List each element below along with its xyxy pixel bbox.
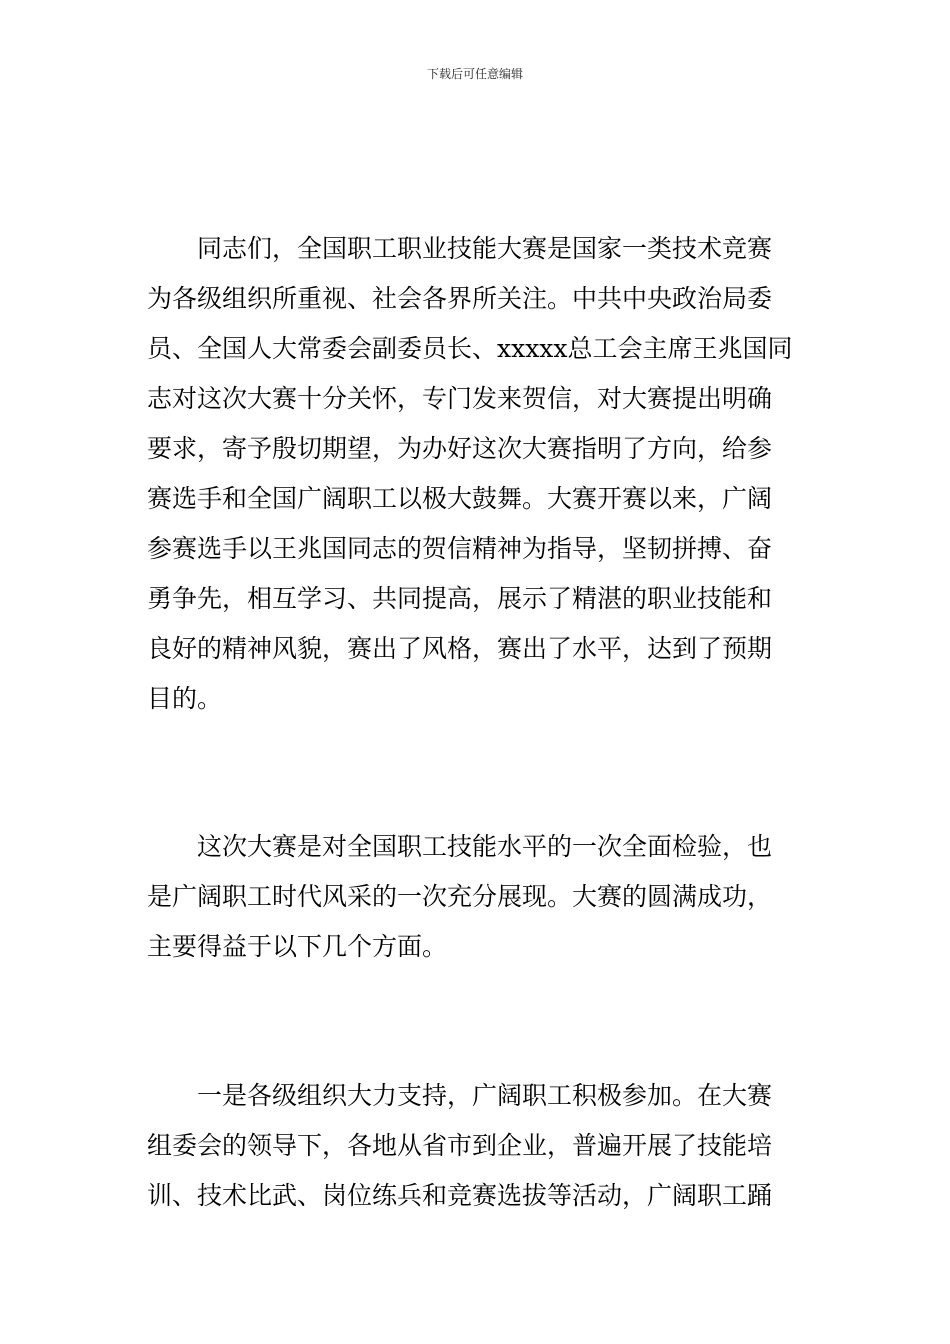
paragraph-line: 组委会的领导下，各地从省市到企业，普遍开展了技能培 (147, 1131, 773, 1160)
paragraph-line: 主要得益于以下几个方面。 (147, 932, 448, 961)
paragraph-line: 要求，寄予殷切期望，为办好这次大赛指明了方向，给参 (147, 434, 773, 463)
paragraph-line: 员、全国人大常委会副委员长、xxxxx总工会主席王兆国同 (147, 334, 793, 363)
paragraph-line: 参赛选手以王兆国同志的贺信精神为指导，坚韧拼搏、奋 (147, 534, 773, 563)
paragraph-3 (147, 1071, 803, 1221)
paragraph-line: 这次大赛是对全国职工技能水平的一次全面检验，也 (197, 832, 773, 861)
paragraph-line: 同志们，全国职工职业技能大赛是国家一类技术竞赛 (197, 234, 773, 263)
paragraph-line: 是广阔职工时代风采的一次充分展现。大赛的圆满成功， (147, 882, 773, 911)
paragraph-line: 训、技术比武、岗位练兵和竞赛选拔等活动，广阔职工踊 (147, 1181, 773, 1210)
paragraph-line: 志对这次大赛十分关怀，专门发来贺信，对大赛提出明确 (147, 384, 773, 413)
paragraph-line: 目的。 (147, 684, 223, 713)
page-header: 下载后可任意编辑 (426, 67, 523, 81)
paragraph-line: 赛选手和全国广阔职工以极大鼓舞。大赛开赛以来，广阔 (147, 484, 773, 513)
paragraph-line: 一是各级组织大力支持，广阔职工积极参加。在大赛 (197, 1081, 773, 1110)
paragraph-line: 良好的精神风貌，赛出了风格，赛出了水平，达到了预期 (147, 634, 773, 663)
paragraph-2 (147, 822, 803, 972)
paragraph-line: 为各级组织所重视、社会各界所关注。中共中央政治局委 (147, 284, 773, 313)
paragraph-1 (147, 224, 803, 724)
paragraph-line: 勇争先，相互学习、共同提高，展示了精湛的职业技能和 (147, 584, 773, 613)
